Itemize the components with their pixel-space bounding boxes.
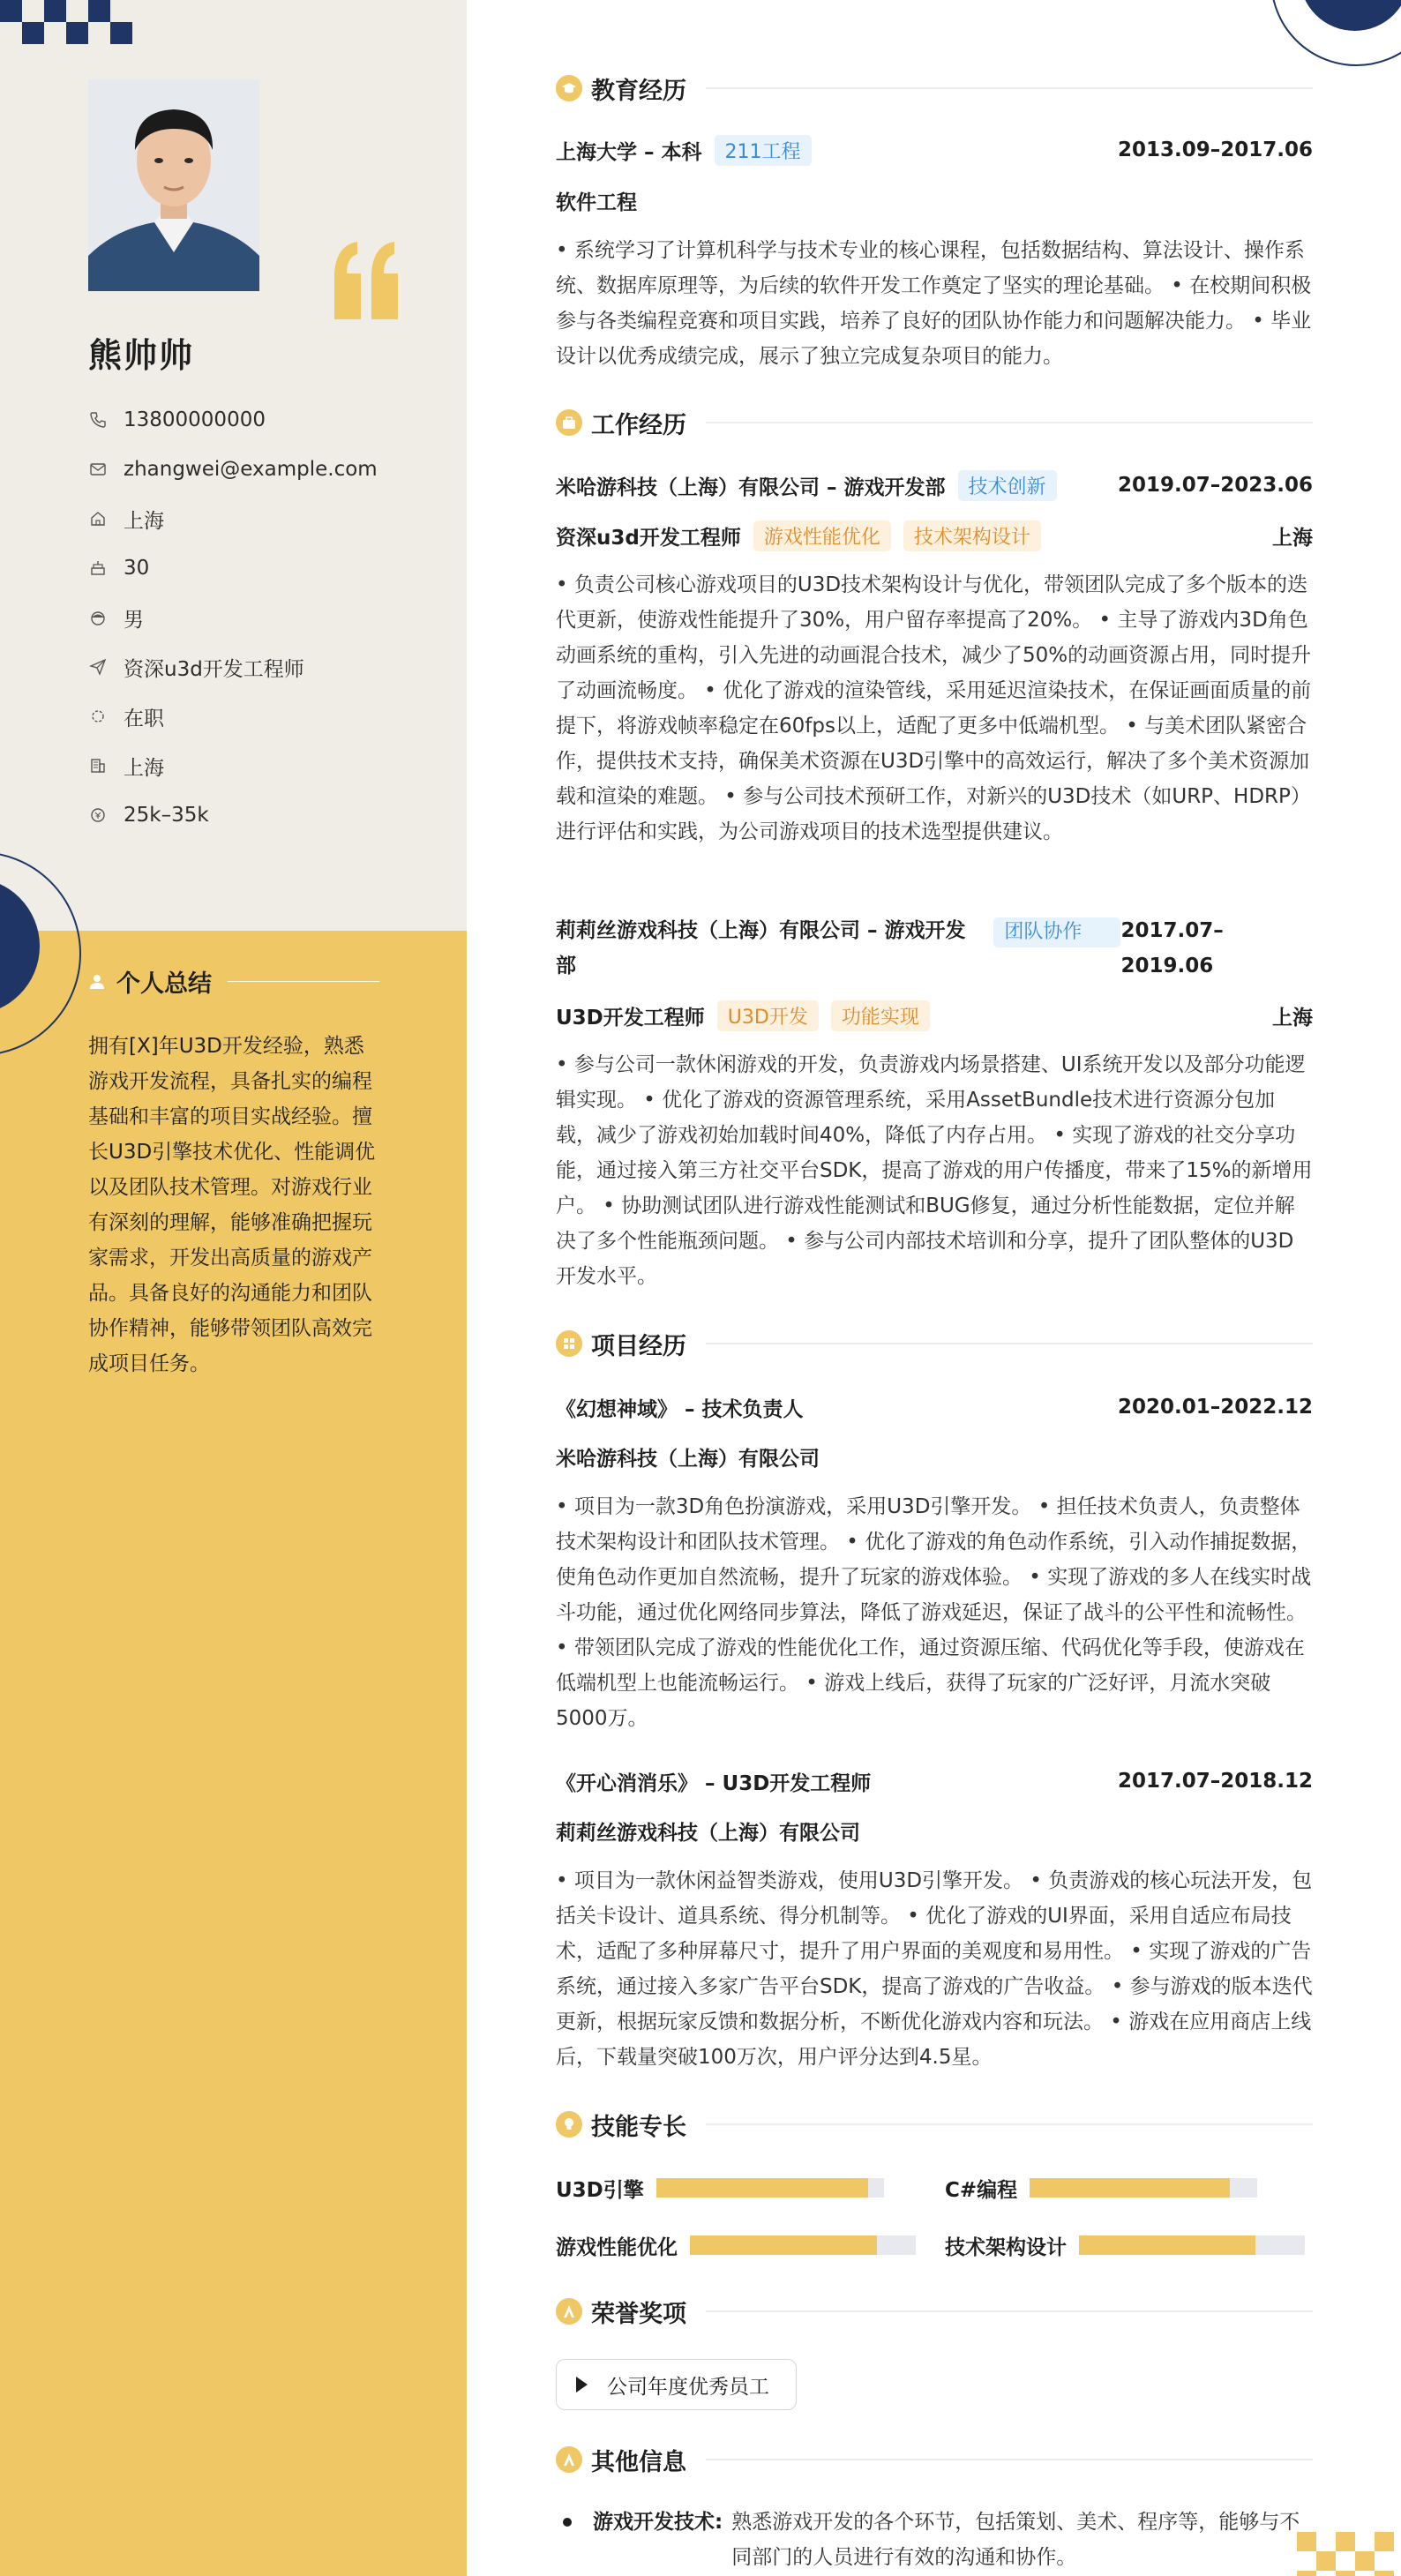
work-2-skill-tag: 功能实现: [831, 1000, 930, 1031]
project-1-header-row: [556, 1389, 1313, 1425]
play-triangle-icon: [576, 2377, 588, 2393]
skill-item: [556, 2170, 884, 2205]
project-1-company-row: [556, 1439, 1313, 1474]
award-icon: [556, 2298, 582, 2325]
summary-title: 个人总结: [116, 970, 212, 998]
skill-bar: [690, 2235, 916, 2255]
education-desc: • 系统学习了计算机科学与技术专业的核心课程，包括数据结构、算法设计、操作系统、数据库原理等，为后续的软件开发工作奠定了坚实的理论基础。 • 在校期间积极参与各类编程竞赛和项目实践，培养了良好的团队协作能力和问题解决能力。 • 毕业设计以优秀成绩完成，展示了独立完成复杂项目的能力。: [556, 239, 1312, 368]
building-icon: [88, 756, 108, 775]
award-item-label: 公司年度优秀员工: [607, 2375, 769, 2399]
skill-bar: [1030, 2178, 1257, 2198]
mail-icon: [88, 460, 108, 479]
project-1-name: 《幻想神域》 – 技术负责人: [556, 1397, 804, 1421]
section-divider: [706, 2459, 1313, 2460]
skill-name: 技术架构设计: [945, 2235, 1067, 2259]
work-1-company: 米哈游科技（上海）有限公司 – 游戏开发部: [556, 476, 946, 499]
grid-icon: [556, 1330, 582, 1357]
section-divider: [706, 1343, 1313, 1344]
skill-item: [945, 2228, 1305, 2263]
work-1-period: 2019.07–2023.06: [1117, 474, 1313, 497]
checker-decoration: [0, 0, 132, 44]
section-work-header: [556, 405, 1313, 440]
info-location: [88, 494, 378, 543]
education-major: 软件工程: [556, 191, 637, 214]
section-divider: [706, 2310, 1313, 2312]
work-1-header-row: [556, 468, 1313, 503]
status-text: 在职: [124, 707, 164, 730]
education-period: 2013.09–2017.06: [1117, 139, 1313, 161]
phone-text: 13800000000: [124, 408, 266, 431]
info-job-title: [88, 642, 378, 692]
project-2-desc: • 项目为一款休闲益智类游戏，使用U3D引擎开发。 • 负责游戏的核心玩法开发，包括关卡设计、道具系统、得分机制等。 • 优化了游戏的UI界面，采用自适应布局技术，适配了多种屏幕尺寸，提升了用户界面的美观度和易用性。 • 实现了游戏的广告系统，通过接入多家广告平台SDK，提高了游戏的广告收益。 • 参与游戏的版本迭代更新，根据玩家反馈和数据分析，不断优化游戏内容和玩法。 • 游戏在应用商店上线后，下载量突破100万次，用户评分达到4.5星。: [556, 1869, 1313, 2069]
other-info-value: 熟悉游戏开发的各个环节，包括策划、美术、程序等，能够与不同部门的人员进行有效的沟通和协作。: [731, 2511, 1300, 2569]
section-projects-header: [556, 1326, 1313, 1361]
summary-header: [88, 964, 379, 999]
other-info-item: [556, 2505, 1313, 2575]
section-divider: [706, 422, 1313, 423]
gender-text: 男: [124, 608, 144, 632]
info-salary: [88, 790, 378, 840]
section-skills-title: 技能专长: [591, 2113, 686, 2141]
candidate-name: 熊帅帅: [88, 336, 195, 375]
info-phone: [88, 395, 378, 445]
work-2-company: 莉莉丝游戏科技（上海）有限公司 – 游戏开发部: [556, 919, 966, 977]
target-city-text: 上海: [124, 756, 164, 780]
skill-name: C#编程: [945, 2178, 1018, 2202]
location-text: 上海: [124, 509, 164, 533]
section-honors-title: 荣誉奖项: [591, 2300, 686, 2328]
section-projects-title: 项目经历: [591, 1332, 686, 1360]
project-2-period: 2017.07–2018.12: [1117, 1770, 1313, 1793]
education-major-row: [556, 183, 1313, 218]
work-2-city: 上海: [1272, 1006, 1313, 1030]
contact-info-list: [88, 395, 378, 840]
section-other-header: [556, 2442, 1313, 2477]
project-2-company-row: [556, 1813, 1313, 1848]
phone-icon: [88, 410, 108, 430]
work-1-city: 上海: [1272, 526, 1313, 550]
skill-bar: [1079, 2235, 1305, 2255]
education-header-row: [556, 132, 1313, 168]
project-1-period: 2020.01–2022.12: [1117, 1396, 1313, 1419]
salary-icon: [88, 805, 108, 825]
info-target-city: [88, 741, 378, 790]
section-work-title: 工作经历: [591, 411, 686, 439]
email-text: zhangwei@example.com: [124, 458, 378, 481]
skill-bar-fill: [656, 2178, 868, 2198]
other-info-label: 游戏开发技术:: [593, 2511, 723, 2534]
project-1-company: 米哈游科技（上海）有限公司: [556, 1447, 820, 1471]
education-tag: 211工程: [715, 135, 812, 166]
age-text: 30: [124, 557, 150, 580]
skill-item: [556, 2228, 916, 2263]
info-age: [88, 543, 378, 593]
quote-mark-icon: [331, 238, 401, 322]
info-icon: [556, 2446, 582, 2473]
send-icon: [88, 657, 108, 677]
work-2-period: 2017.07–2019.06: [1120, 919, 1224, 977]
sidebar: [0, 0, 467, 2576]
graduation-cap-icon: [556, 75, 582, 101]
work-1-skill-tag: 技术架构设计: [903, 520, 1041, 551]
section-divider: [706, 87, 1313, 89]
info-gender: [88, 593, 378, 642]
avatar: [88, 79, 259, 291]
work-1-role: 资深u3d开发工程师: [556, 526, 741, 550]
section-skills-header: [556, 2107, 1313, 2142]
summary-text: 拥有[X]年U3D开发经验，熟悉游戏开发流程，具备扎实的编程基础和丰富的项目实战经验。擅长U3D引擎技术优化、性能调优以及团队技术管理。对游戏行业有深刻的理解，能够准确把握玩家需求，开发出高质量的游戏产品。具备良好的沟通能力和团队协作精神，能够带领团队高效完成项目任务。: [88, 1035, 376, 1375]
project-2-header-row: [556, 1764, 1313, 1799]
work-1-role-row: [556, 518, 1313, 553]
work-2-tag: 团队协作: [993, 917, 1120, 947]
section-honors-header: [556, 2294, 1313, 2329]
work-2-skill-tag: U3D开发: [717, 1000, 819, 1031]
project-2-name: 《开心消消乐》 – U3D开发工程师: [556, 1771, 872, 1795]
work-2-role: U3D开发工程师: [556, 1006, 705, 1030]
user-icon: [88, 973, 106, 991]
bullet-icon: [563, 2518, 572, 2527]
skill-bar-fill: [1079, 2235, 1255, 2255]
summary-divider: [228, 981, 379, 982]
work-1-tag: 技术创新: [958, 470, 1057, 501]
project-1-desc: • 项目为一款3D角色扮演游戏，采用U3D引擎开发。 • 担任技术负责人，负责整体技术架构设计和团队技术管理。 • 优化了游戏的角色动作系统，引入动作捕捉数据，使角色动作更加自然流畅，提升了玩家的游戏体验。 • 实现了游戏的多人在线实时战斗功能，通过优化网络同步算法，降低了游戏延迟，保证了战斗的公平性和流畅性。 • 带领团队完成了游戏的性能优化工作，通过资源压缩、代码优化等手段，使游戏在低端机型上也能流畅运行。 • 游戏上线后，获得了玩家的广泛好评，月流水突破5000万。: [556, 1495, 1312, 1730]
briefcase-icon: [556, 409, 582, 436]
section-other-title: 其他信息: [591, 2448, 686, 2476]
gender-icon: [88, 608, 108, 627]
cake-icon: [88, 558, 108, 578]
info-status: [88, 692, 378, 741]
skill-bar-fill: [690, 2235, 877, 2255]
status-icon: [88, 707, 108, 726]
section-education-header: [556, 71, 1313, 106]
skill-name: 游戏性能优化: [556, 2235, 678, 2259]
salary-text: 25k–35k: [124, 804, 209, 827]
work-2-desc: • 参与公司一款休闲游戏的开发，负责游戏内场景搭建、UI系统开发以及部分功能逻辑实现。 • 优化了游戏的资源管理系统，采用AssetBundle技术进行资源分包加载，减少了游戏初始加载时间40%，降低了内存占用。 • 实现了游戏的社交分享功能，通过接入第三方社交平台SDK，提高了游戏的用户传播度，带来了15%的新增用户。 • 协助测试团队进行游戏性能测试和BUG修复，通过分析性能数据，定位并解决了多个性能瓶颈问题。 • 参与公司内部技术培训和分享，提升了团队整体的U3D开发水平。: [556, 1053, 1313, 1288]
home-icon: [88, 509, 108, 528]
work-2-header-row: [556, 913, 1313, 984]
skill-name: U3D引擎: [556, 2178, 644, 2202]
award-item-button[interactable]: [556, 2359, 797, 2410]
skill-bar-fill: [1030, 2178, 1230, 2198]
section-divider: [706, 2123, 1313, 2125]
project-2-company: 莉莉丝游戏科技（上海）有限公司: [556, 1821, 860, 1845]
job-title-text: 资深u3d开发工程师: [124, 657, 304, 681]
section-education-title: 教育经历: [591, 77, 686, 105]
bulb-icon: [556, 2111, 582, 2138]
work-1-desc: • 负责公司核心游戏项目的U3D技术架构设计与优化，带领团队完成了多个版本的迭代更新，使游戏性能提升了30%，用户留存率提高了20%。 • 主导了游戏内3D角色动画系统的重构，引入先进的动画混合技术，减少了50%的动画资源占用，同时提升了动画流畅度。 • 优化了游戏的渲染管线，采用延迟渲染技术，在保证画面质量的前提下，将游戏帧率稳定在60fps以上，适配了更多中低端机型。 • 与美术团队紧密合作，提供技术支持，确保美术资源在U3D引擎中的高效运行，解决了多个美术资源加载和渲染的难题。 • 参与公司技术预研工作，对新兴的U3D技术（如URP、HDRP）进行评估和实践，为公司游戏项目的技术选型提供建议。: [556, 573, 1312, 843]
work-1-skill-tag: 游戏性能优化: [753, 520, 891, 551]
skill-item: [945, 2170, 1257, 2205]
skill-bar: [656, 2178, 884, 2198]
info-email: [88, 445, 378, 494]
education-school: 上海大学 – 本科: [556, 140, 702, 164]
work-2-role-row: [556, 998, 1313, 1033]
